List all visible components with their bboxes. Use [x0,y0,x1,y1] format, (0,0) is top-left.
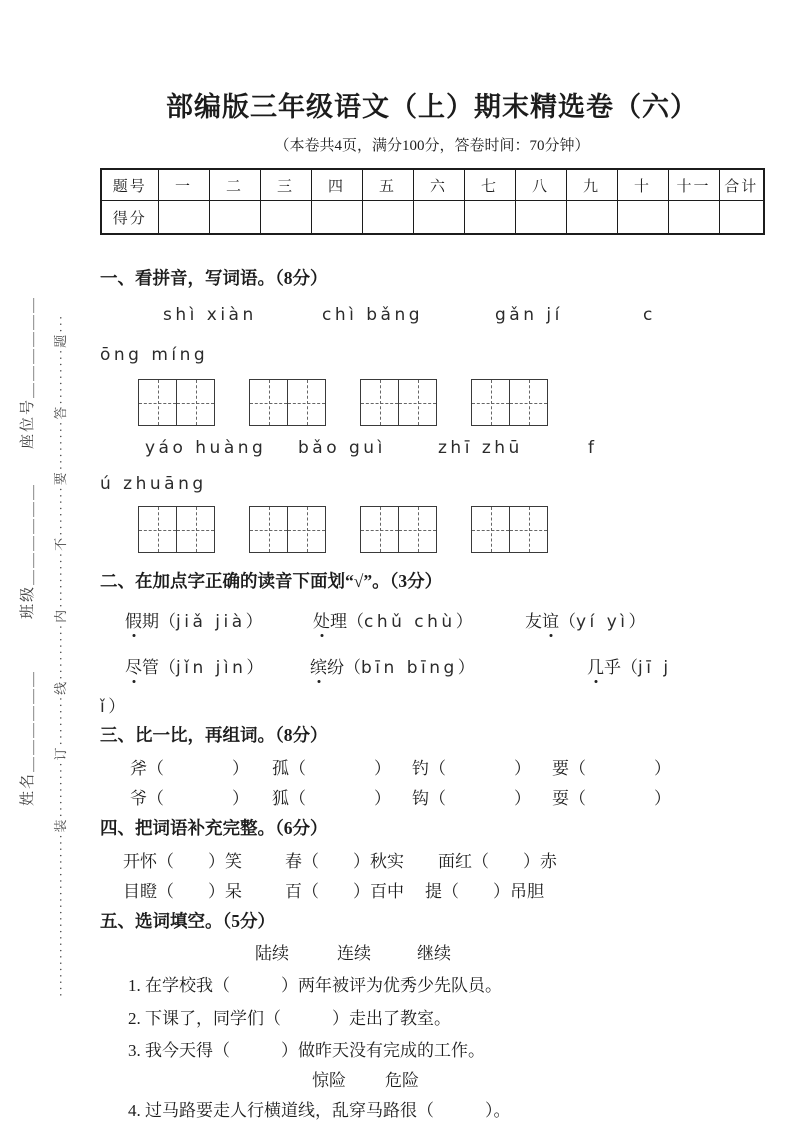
score-table-header-cell: 三 [260,169,311,201]
dotted-char: 谊 [542,607,559,632]
pinyin-word: zhī zhū [438,438,523,458]
pinyin-writing-grid [471,379,548,426]
word-rest: （ [559,612,576,631]
score-cell-empty [158,201,209,235]
close-paren: ） [457,658,475,677]
pinyin-word: bǎo guì [298,438,386,458]
idiom-blank: 春（ ）秋实 [285,852,404,871]
score-row-label: 得分 [101,201,158,235]
writing-grid-row-2 [138,506,764,553]
section4-heading: 四、把词语补充完整。（6分） [100,818,328,838]
dotted-char: 假 [125,607,142,632]
score-table-header-cell: 一 [158,169,209,201]
pinyin-options: jiǎ jià [176,612,246,632]
writing-cell [176,507,214,552]
section5-heading: 五、选词填空。（5分） [100,911,275,931]
pinyin-word: gǎn jí [495,305,563,325]
word-bank-option: 连续 [337,944,371,963]
idiom-blank: 提（ ）吊胆 [425,882,544,901]
pinyin-word: f [588,438,598,458]
writing-cell [287,507,325,552]
pinyin-options: chǔ chù [364,612,456,632]
sentence-text: 4. 过马路要走人行横道线，乱穿马路很（ ）。 [128,1101,511,1120]
writing-cell [509,507,547,552]
pinyin-wrap: ǐ） [100,697,129,717]
sentence-text: 2. 下课了，同学们（ ）走出了教室。 [128,1009,451,1028]
pinyin-word: ōng míng [100,345,209,365]
pronunciation-item [313,607,473,632]
word-blank: 爷（ ） [130,789,249,808]
sentence-text: 1. 在学校我（ ）两年被评为优秀少先队员。 [128,976,502,995]
writing-cell [361,507,398,552]
word-blank: 孤（ ） [272,759,391,778]
word-rest: 乎（ [604,658,638,677]
word-bank-option: 惊险 [312,1071,346,1090]
writing-cell [509,380,547,425]
score-table-header-cell: 八 [515,169,566,201]
score-table-header-cell: 七 [464,169,515,201]
page-title: 部编版三年级语文（上）期末精选卷（六） [166,92,698,122]
close-paren: ） [245,612,263,631]
close-paren: ） [455,612,473,631]
compare-words-row-1 [100,754,764,778]
score-table-header-cell: 二 [209,169,260,201]
complete-idiom-row-2 [100,877,764,901]
score-table-header-cell: 六 [413,169,464,201]
word-bank-option: 陆续 [255,944,289,963]
word-bank-option: 危险 [385,1071,419,1090]
pronunciation-row-1 [100,607,764,632]
section1-heading: 一、看拼音，写词语。（8分） [100,268,328,288]
word-blank: 耍（ ） [552,789,671,808]
score-table [100,168,765,235]
score-cell-empty [566,201,617,235]
dotted-char: 处 [313,607,330,632]
word-blank: 钓（ ） [412,759,531,778]
pinyin-writing-grid [360,506,437,553]
section3-heading: 三、比一比，再组词。（8分） [100,725,328,745]
writing-cell [472,380,509,425]
dotted-char: 几 [587,653,604,678]
word-pre: 友 [525,612,542,631]
writing-cell [139,380,176,425]
fill-in-sentence [100,971,764,995]
pinyin-writing-grid [471,506,548,553]
idiom-blank: 百（ ）百中 [285,882,404,901]
score-table-value-row [101,201,764,235]
pinyin-row-2-wrap [100,474,764,498]
pinyin-writing-grid [138,379,215,426]
writing-cell [398,380,436,425]
word-bank-option: 继续 [417,944,451,963]
pronunciation-row-2 [100,653,764,678]
dotted-char: 缤 [310,653,327,678]
writing-grid-row-1 [138,379,764,426]
pinyin-writing-grid [249,379,326,426]
compare-words-row-2 [100,784,764,808]
pinyin-word: shì xiàn [163,305,257,325]
score-table-header-cell: 十一 [668,169,719,201]
writing-cell [139,507,176,552]
score-cell-empty [464,201,515,235]
pinyin-options: jī j [638,658,672,678]
pronunciation-item [525,607,645,632]
score-cell-empty [209,201,260,235]
writing-cell [250,380,287,425]
score-cell-empty [515,201,566,235]
score-table-header-row [101,169,764,201]
word-blank: 钩（ ） [412,789,531,808]
pinyin-row-2 [100,438,764,462]
word-rest: 期（ [142,612,176,631]
pinyin-word: ú zhuāng [100,474,207,494]
close-paren: ） [246,658,264,677]
word-bank-2 [100,1066,764,1090]
pronunciation-item [125,607,263,632]
score-table-header-cell: 九 [566,169,617,201]
fill-in-sentence [100,1036,764,1060]
writing-cell [176,380,214,425]
pinyin-word: chì bǎng [322,305,424,325]
binding-line-text: ··························装·········订········线·········内·········不········要········答·········题··· [53,313,68,997]
score-cell-empty [311,201,362,235]
score-cell-empty [617,201,668,235]
score-cell-empty [362,201,413,235]
pronunciation-item [125,653,263,678]
word-blank: 狐（ ） [272,789,391,808]
idiom-blank: 目瞪（ ）呆 [123,882,242,901]
pinyin-writing-grid [138,506,215,553]
pronunciation-wrap-row [100,692,764,717]
fill-in-sentence [100,1004,764,1028]
pinyin-writing-grid [360,379,437,426]
close-paren: ） [628,612,646,631]
writing-cell [398,507,436,552]
pinyin-options: jǐn jìn [176,658,247,678]
pinyin-writing-grid [249,506,326,553]
exam-paper [100,0,764,1120]
pinyin-options: bīn bīng [361,658,458,678]
score-table-header-cell: 四 [311,169,362,201]
score-table-header-cell: 十 [617,169,668,201]
writing-cell [287,380,325,425]
pinyin-row-1 [100,305,764,329]
score-table-header-cell: 五 [362,169,413,201]
word-blank: 要（ ） [552,759,671,778]
score-cell-empty [668,201,719,235]
score-cell-empty [260,201,311,235]
fill-in-sentence [100,1096,764,1120]
student-info-labels: 姓名＿＿＿＿＿＿ 班级＿＿＿＿＿＿ 座位号＿＿＿＿＿＿ [20,295,36,806]
score-table-header-cell: 题号 [101,169,158,201]
complete-idiom-row-1 [100,847,764,871]
score-table-header-cell: 合计 [719,169,764,201]
idiom-blank: 开怀（ ）笑 [123,852,242,871]
pronunciation-item [587,653,672,678]
writing-cell [472,507,509,552]
section2-heading: 二、在加点字正确的读音下面划“√”。（3分） [100,571,443,591]
word-rest: 纷（ [327,658,361,677]
score-cell-empty [413,201,464,235]
pinyin-word: yáo huàng [145,438,267,458]
word-rest: 理（ [330,612,364,631]
writing-cell [361,380,398,425]
pinyin-options: yí yì [576,612,629,632]
page-subtitle: （本卷共4页，满分100分，答卷时间：70分钟） [274,138,590,154]
sentence-text: 3. 我今天得（ ）做昨天没有完成的工作。 [128,1041,485,1060]
pinyin-row-1-wrap [100,345,764,369]
word-blank: 斧（ ） [130,759,249,778]
pinyin-word: c [643,305,656,325]
pronunciation-item [310,653,475,678]
word-bank-1 [100,939,764,963]
dotted-char: 尽 [125,653,142,678]
writing-cell [250,507,287,552]
idiom-blank: 面红（ ）赤 [438,852,557,871]
score-cell-empty [719,201,764,235]
word-rest: 管（ [142,658,176,677]
